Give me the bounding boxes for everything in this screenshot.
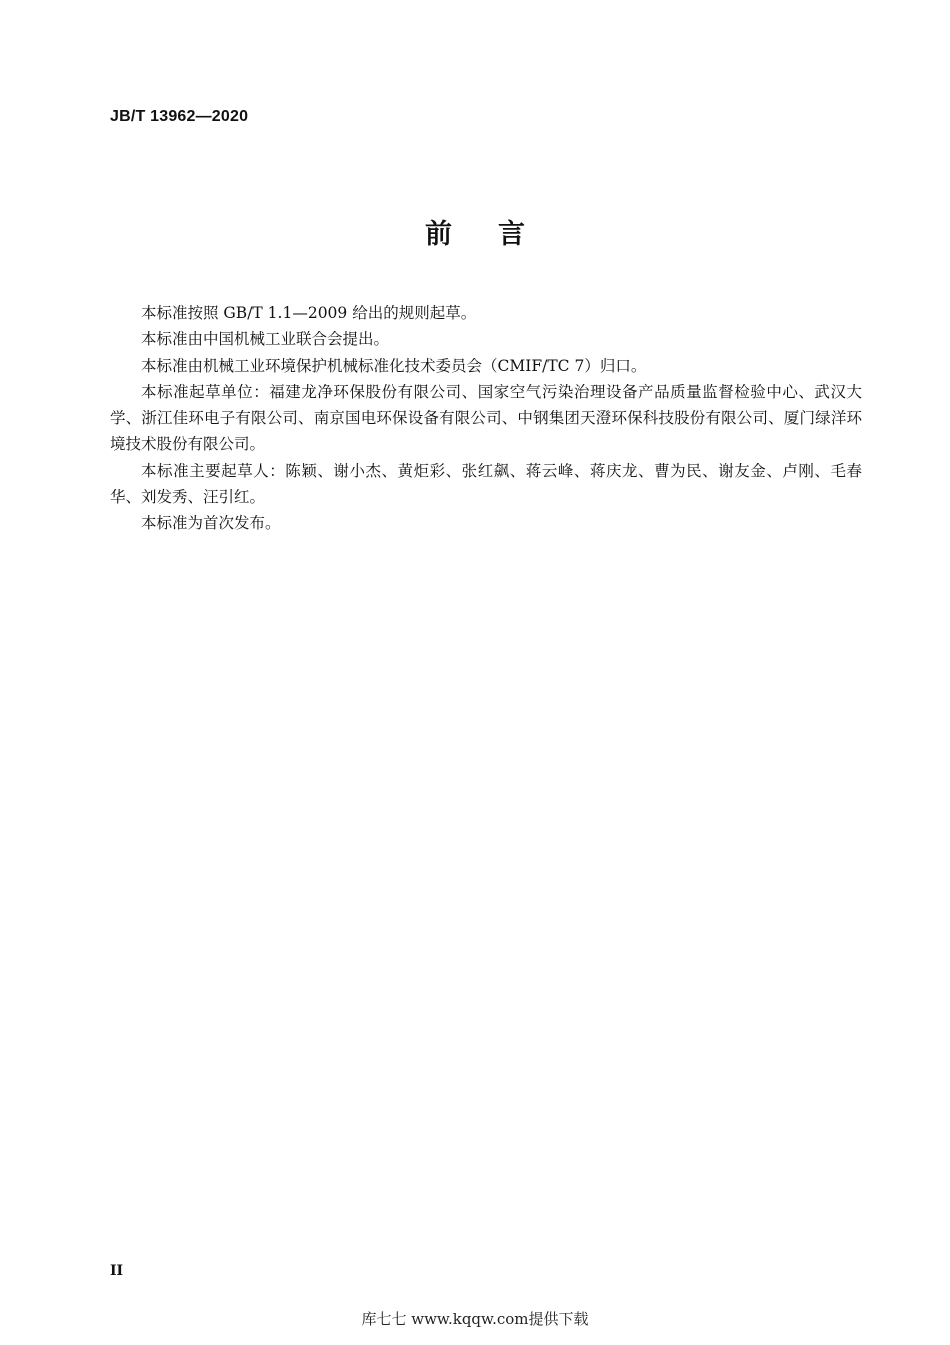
page-number: II: [110, 1263, 124, 1279]
page-title: 前言: [425, 219, 571, 250]
paragraph-drafting-rules: 本标准按照 GB/T 1.1—2009 给出的规则起草。: [141, 304, 477, 322]
standard-code: JB/T 13962—2020: [110, 108, 249, 125]
paragraph-committee: 本标准由机械工业环境保护机械标准化技术委员会（CMIF/TC 7）归口。: [141, 356, 647, 375]
paragraph-first-release: 本标准为首次发布。: [141, 514, 281, 533]
foreword-body: [110, 300, 862, 537]
paragraph-proposer: 本标准由中国机械工业联合会提出。: [141, 330, 390, 349]
footer-watermark: 库七七 www.kqqw.com提供下载: [361, 1310, 589, 1328]
paragraph-drafting-units: 本标准起草单位：福建龙净环保股份有限公司、国家空气污染治理设备产品质量监督检验中心、武汉大学、浙江佳环电子有限公司、南京国电环保设备有限公司、中钢集团天澄环保科技股份有限公司、厦门绿洋环境技术股份有限公司。: [110, 382, 862, 454]
paragraph-drafters: 本标准主要起草人：陈颖、谢小杰、黄炬彩、张红飙、蒋云峰、蒋庆龙、曹为民、谢友金、卢刚、毛春华、刘发秀、汪引红。: [110, 461, 862, 507]
